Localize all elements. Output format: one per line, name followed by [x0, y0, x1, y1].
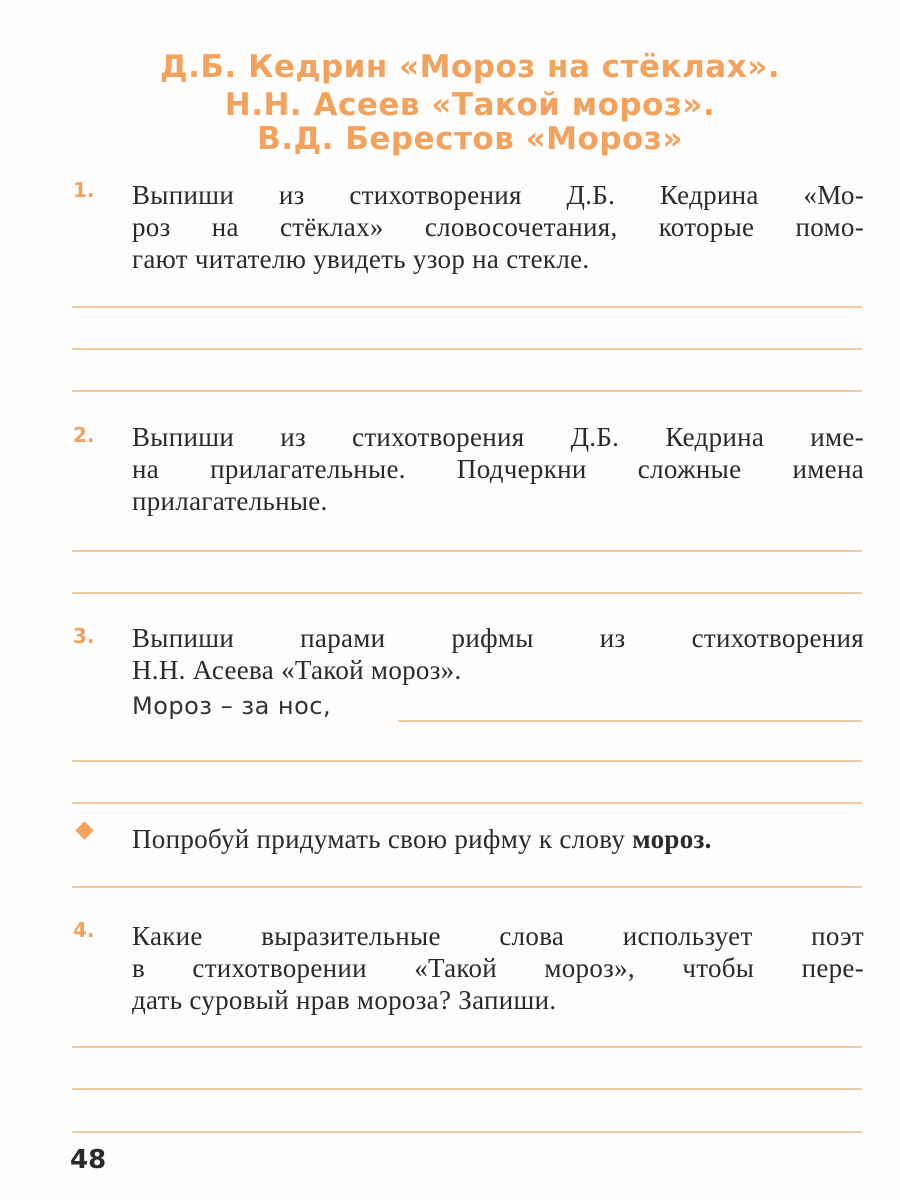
bonus-answer-line[interactable] [72, 886, 862, 888]
task-1-answer-line-2[interactable] [72, 348, 862, 350]
bonus-task-text [132, 821, 712, 857]
task-4-line-3: дать суровый нрав мороза? Запиши. [132, 985, 557, 1015]
task-2-number: 2. [73, 423, 95, 447]
task-4-answer-line-3[interactable] [72, 1131, 862, 1133]
task-3-number: 3. [73, 624, 95, 648]
task-4-line-2: в стихотворении «Такой мороз», чтобы пере- [132, 953, 864, 983]
task-4-number: 4. [73, 918, 95, 942]
task-1-number: 1. [73, 178, 95, 202]
task-2-line-2: на прилагательные. Подчеркни сложные имена [132, 454, 864, 484]
task-3-line-1: Выпиши парами рифмы из стихотворения [132, 623, 864, 653]
task-1-line-1: Выпиши из стихотворения Д.Б. Кедрина «Мо- [132, 180, 864, 210]
task-2-answer-line-2[interactable] [72, 592, 862, 594]
task-2-answer-line-1[interactable] [72, 550, 862, 552]
heading-line-1: Д.Б. Кедрин «Мороз на стёклах». [159, 49, 781, 85]
task-3-answer-line-2[interactable] [72, 760, 862, 762]
task-4-answer-line-1[interactable] [72, 1046, 862, 1048]
bonus-task-prompt: Попробуй придумать свою рифму к слову [132, 824, 626, 854]
task-2-line-1: Выпиши из стихотворения Д.Б. Кедрина име- [132, 422, 864, 452]
task-4-answer-line-2[interactable] [72, 1088, 862, 1090]
task-3-line-2: Н.Н. Асеева «Такой мороз». [132, 655, 462, 685]
task-1-line-2: роз на стёклах» словосочетания, которые помо- [132, 212, 864, 242]
task-1-answer-line-3[interactable] [72, 390, 862, 392]
task-3-rhyme-prompt: Мороз – за нос, [132, 692, 332, 720]
diamond-icon [75, 821, 93, 839]
bonus-task-word: мороз. [632, 824, 712, 854]
task-3-answer-line-3[interactable] [72, 802, 862, 804]
task-1-answer-line-1[interactable] [72, 306, 862, 308]
page-number: 48 [70, 1145, 107, 1175]
task-1-line-3: гают читателю увидеть узор на стекле. [132, 244, 590, 274]
task-2-line-3: прилагательные. [132, 486, 328, 516]
task-4-line-1: Какие выразительные слова использует поэт [132, 921, 864, 951]
heading-line-2: Н.Н. Асеев «Такой мороз». [224, 87, 716, 123]
task-3-answer-line-1[interactable] [398, 720, 862, 722]
heading-line-3: В.Д. Берестов «Мороз» [257, 121, 683, 157]
